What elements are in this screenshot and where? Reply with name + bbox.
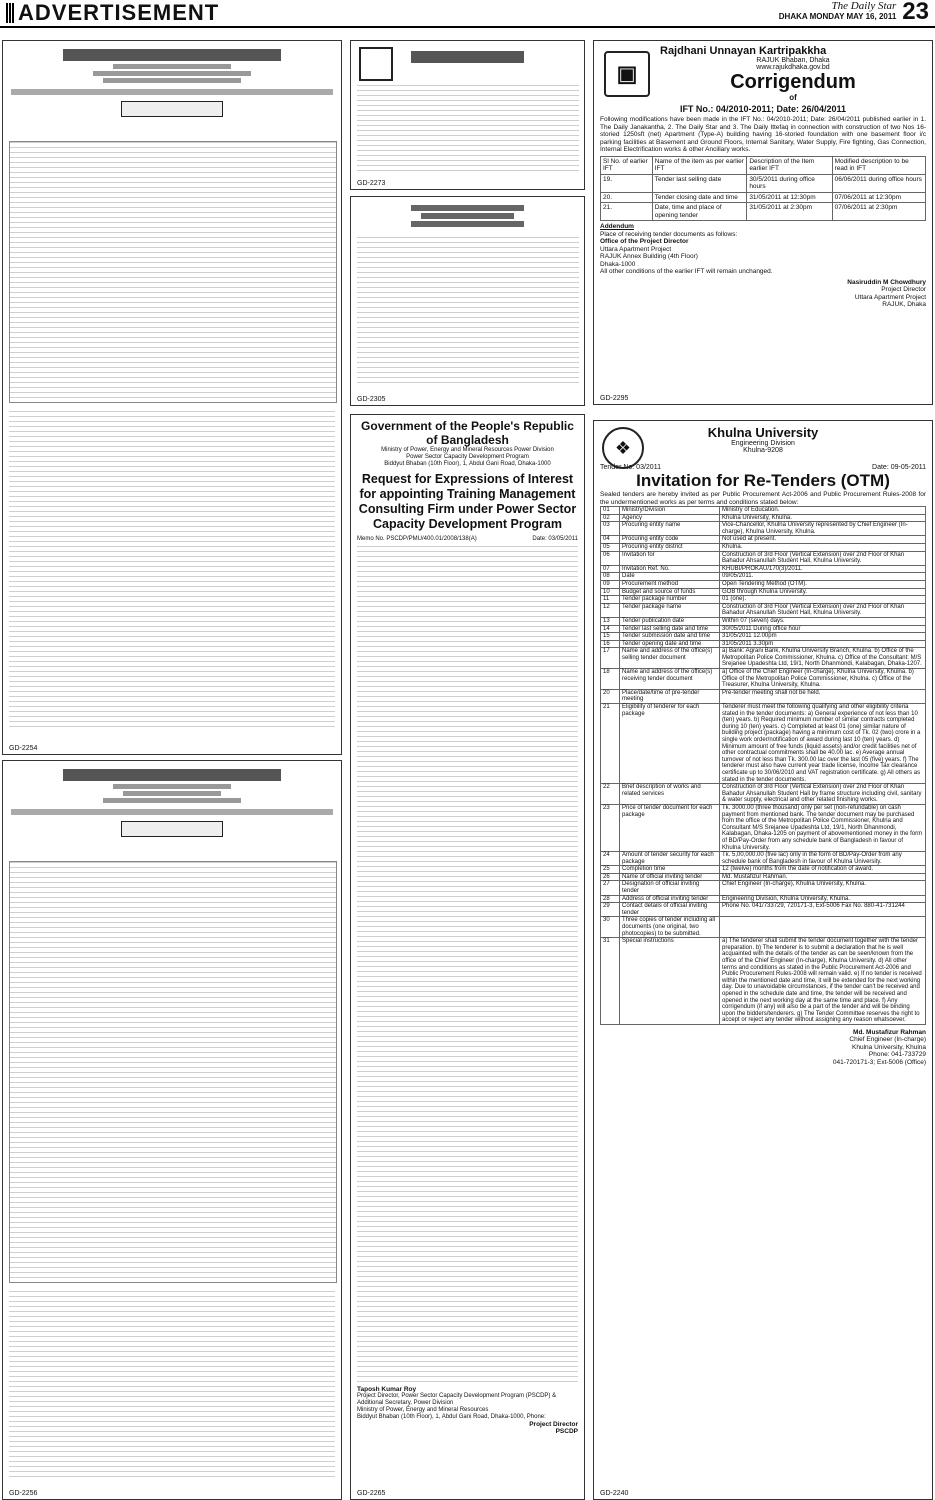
table-row: 06 Invitation for Construction of 3rd Floor (Vertical Extension) over 2nd Floor of Khan Bahadur Ahsanullah Student Hall, Khulna University.: [601, 551, 926, 565]
table-row: 24 Amount of tender security for each package Tk. 5,00,000.00 (five lac) only in the form of BD/Pay-Order from any schedule bank of Bangladesh in favour of Khulna University.: [601, 852, 926, 866]
gov-name: Government of the People's Republic of Bangladesh: [361, 419, 574, 447]
office-title: Office of the Project Director: [600, 238, 689, 245]
table-row: 14 Tender last selling date and time 30/05/2011 During office hour: [601, 625, 926, 633]
org-logo-icon: [359, 47, 393, 81]
table-row: 30 Three copies of tender including all documents (one original, two photocopies) to be submitted.: [601, 917, 926, 938]
page-header: [0, 0, 935, 28]
ad-ref: GD-2295: [600, 395, 629, 402]
table-row: 19. Tender last selling date 30/5/2011 during office hours 06/06/2011 during office hours: [601, 174, 926, 192]
contact-line: Additional Secretary, Power Division: [357, 1400, 454, 1406]
ad-text-area: [9, 1291, 335, 1481]
ad-body-text: [357, 546, 578, 1386]
table-row: 15 Tender submission date and time 31/05/2011 12.00pm: [601, 633, 926, 641]
ad-heading-bar: [63, 49, 281, 61]
corrigendum-table: [600, 156, 926, 222]
contact-line: Project Director, Power Sector Capacity Development Program (PSCDP) &: [357, 1393, 557, 1399]
ad-ref: GD-2305: [357, 396, 386, 403]
ad-ref: GD-2273: [357, 180, 386, 187]
table-row: 23 Price of tender document for each package Tk. 3000.00 (three thousand) only per set (non-refundable) on cash payment from mentioned bank. The tender document may be purchased from the office of the Metropolitan Police Commissioner, Khulna and Consultant M/S Srejanee Upadeshta Ltd, 19/1, North Dhanmondi, Kalabagan, Dhaka-1205 on payment of abovementioned money in the form of BD/Pay-Order from any schedule bank of Bangladesh in favour of Khulna University.: [601, 804, 926, 851]
ad-badge: [121, 821, 223, 837]
ad-pscdp-eoi: [350, 414, 585, 1500]
org-city: Khulna-9208: [743, 447, 783, 454]
table-row: 20 Place/date/time of pre-tender meeting Pre-tender meeting shall not be held.: [601, 689, 926, 703]
ad-intro: Sealed tenders are hereby invited as per Public Procurement Act-2006 and Public Procurement Rules-2008 for the undermentioned works as per terms and conditions stated below:: [600, 491, 926, 506]
table-row: 08 Date 09/05/2011.: [601, 573, 926, 581]
contact-line: Biddyut Bhaban (10th Floor), 1, Abdul Gani Road, Dhaka-1000, Phone:: [357, 1414, 546, 1420]
section-title: ADVERTISEMENT: [6, 0, 219, 26]
ad-bangla-recruitment-2: [2, 760, 342, 1500]
rajuk-logo-icon: ▣: [604, 51, 650, 97]
ad-khulna-university: [593, 420, 933, 1500]
table-row: 18 Name and address of the office(s) receiving tender document a) Office of the Chief Engineer (In-charge), Khulna University, Khulna. b) Office of the Metropolitan Police Commissioner, Khulna. c) Office of the Treasurer, Khulna University, Khulna.: [601, 669, 926, 690]
addendum-text: Place of receiving tender documents as follows:: [600, 230, 738, 238]
ad-title: Request for Expressions of Interest for appointing Training Management Consulting Firm under Power Sector Capacity Development Program: [358, 472, 577, 531]
page-number: 23: [902, 0, 929, 25]
tender-meta: Tender No. 03/2011 Date: 09-05-2011: [600, 464, 926, 471]
org-name: Khulna University: [707, 425, 819, 440]
table-row: 04 Procuring entity code Not used at present.: [601, 536, 926, 544]
ad-text-area: [357, 85, 579, 175]
signer-title: Uttara Apartment Project: [854, 293, 926, 301]
ad-bangla-notice: [350, 196, 585, 406]
barcode-icon: [6, 3, 14, 23]
ministry-line: Ministry of Power, Energy and Mineral Resources Power Division: [381, 447, 554, 453]
org-address: RAJUK Bhaban, Dhaka: [756, 57, 830, 64]
table-row: 17 Name and address of the office(s) selling tender document a) Bank: Agrani Bank, Khulna University Branch, Khulna. b) Office of the Metropolitan Police Commissioner, Khulna. c) Office of the Consultant: M/S Srejanee Upadeshta Ltd, 19/1, North Dhanmondi, Kalabagan, Dhaka-1207.: [601, 648, 926, 669]
ift-number: IFT No.: 04/2010-2011; Date: 26/04/2011: [679, 104, 847, 114]
table-row: 07 Invitation Ref. No. KHUBI/PROKAU/170(3)/2011.: [601, 565, 926, 573]
table-row: 09 Procurement method Open Tendering Method (OTM).: [601, 580, 926, 588]
signer-line: Khulna University, Khulna: [852, 1043, 926, 1051]
ad-table-area: [9, 861, 337, 1283]
office-line: RAJUK Annex Building (4th Floor): [600, 253, 698, 260]
ad-rajuk-corrigendum: [593, 40, 933, 405]
ad-intro: Following modifications have been made in the IFT No.: 04/2010-2011; Date: 26/04/2011 published earlier in 1. The Daily Janakantha, 2. The Daily Star and 3. The Daily Ittefaq in connection with construction of two Nos 16-storied 1250sft (net) Apartment (Type-A) building having 16-storied foundation with one basement floor i/c parking facilities at Basement and Ground Floors, Internal Sanitary, Water Supply, Fire fighting, Gas Connection, Internal Electrification works & other Ancillary works.: [600, 116, 926, 153]
ad-heading-bar: [63, 769, 281, 781]
signer-name: Md. Mustafizur Rahman: [853, 1028, 926, 1036]
sign-org: PSCDP: [555, 1428, 578, 1435]
ministry-line: Power Sector Capacity Development Program: [406, 454, 529, 460]
table-row: 21 Eligibility of tenderer for each package Tenderer must meet the following qualifying and other eligibility criteria stated in the tender documents: a) General experience of not less than 10 (ten) years. b) Required minimum number of similar contracts completed during 10 (ten) years. c) Completed at least 01 (one) similar nature of building project (package) having a minimum cost of Tk. 02 (two) crore in a single work order/notification of award during last 10 (ten) years. d) Minimum amount of free funds (liquid assets) and/or credit facilities net of other contractual commitments shall be 40.00 lac. e) Average annual turnover of not less than Tk. 300.00 lac over the last 05 (five) years. f) The tenderer must also have current year trade license, Income Tax clearance certificate up to 30/06/2010 and VAT registration certificate. g) All others as stated in the tender documents.: [601, 704, 926, 784]
ad-ref: GD-2265: [357, 1490, 386, 1497]
signer-line: 041-720171-3; Ext-5006 (Office): [832, 1058, 926, 1066]
signer-line: Phone: 041-733729: [868, 1051, 926, 1059]
table-row: 10 Budget and source of funds GOB through Khulna University.: [601, 588, 926, 596]
addendum-title: Addendum: [600, 223, 634, 230]
table-row: 28 Address of official inviting tender Engineering Division, Khulna University, Khulna.: [601, 895, 926, 903]
sign-title: Project Director: [529, 1421, 578, 1428]
signer-line: Chief Engineer (In-charge): [849, 1036, 926, 1044]
ad-table-area: [9, 141, 337, 403]
table-row: 02 Agency Khulna University, Khulna.: [601, 514, 926, 522]
ad-badge: [121, 101, 223, 117]
ad-title: Invitation for Re-Tenders (OTM): [636, 471, 890, 490]
org-division: Engineering Division: [731, 440, 795, 447]
table-row: 20. Tender closing date and time 31/05/2011 at 12:30pm 07/06/2011 at 12:30pm: [601, 192, 926, 203]
signer-title: Project Director: [881, 286, 926, 293]
table-row: 29 Contact details of official inviting tender Phone No. 041/733729, 720171-3, Ext-5006 Fax No. 880-41-731244: [601, 903, 926, 917]
ad-ref: GD-2254: [9, 745, 38, 752]
ad-title-of: of: [789, 93, 797, 102]
table-header-row: Sl No. of earlier IFT Name of the item as per earlier IFT Description of the Item earlier IFT Modified description to be read in IFT: [601, 156, 926, 174]
unchanged-note: All other conditions of the earlier IFT will remain unchanged.: [600, 268, 773, 275]
ad-text-area: [357, 237, 579, 387]
table-row: 05 Procuring entity district Khulna.: [601, 543, 926, 551]
org-name: Rajdhani Unnayan Kartripakkha: [660, 45, 827, 57]
signer-name: Nasiruddin M Chowdhury: [847, 278, 926, 286]
table-row: 01 Ministry/Division Ministry of Education.: [601, 507, 926, 515]
table-row: 22 Brief description of works and related services Construction of 3rd Floor (Vertical Extension) over 2nd Floor of Khan Bahadur Ahsanullah Student Hall by frame structure including civil, sanitary & water supply, electrical and other related finishing works.: [601, 784, 926, 805]
ad-bangla-recruitment-1: [2, 40, 342, 755]
ad-bangla-tender: [350, 40, 585, 190]
memo-line: Memo No. PSCDP/PMU/400.01/2008/138(A) Date: 03/05/2011: [357, 536, 578, 542]
tender-table: [600, 506, 926, 1025]
table-row: 12 Tender package name Construction of 3rd Floor (Vertical Extension) over 2nd Floor of Khan Bahadur Ahsanullah Student Hall, Khulna University.: [601, 603, 926, 617]
office-line: Dhaka-1000: [600, 260, 636, 268]
table-row: 25 Completion time 12 (twelve) months from the date of notification of award.: [601, 866, 926, 874]
table-row: 26 Name of official inviting tender Md. Mustafizur Rahman.: [601, 873, 926, 881]
table-row: 11 Tender package number 01 (one).: [601, 596, 926, 604]
ad-ref: GD-2256: [9, 1490, 38, 1497]
table-row: 27 Designation of official inviting tender Chief Engineer (In-charge), Khulna University, Khulna.: [601, 881, 926, 895]
university-emblem-icon: ❖: [602, 427, 644, 469]
masthead: [779, 0, 929, 24]
org-website: www.rajukdhaka.gov.bd: [756, 64, 830, 71]
office-line: Uttara Apartment Project: [600, 245, 672, 253]
contact-line: Ministry of Power, Energy and Mineral Resources: [357, 1407, 489, 1413]
contact-name: Taposh Kumar Roy: [357, 1386, 417, 1393]
table-row: 31 Special instructions a) The tenderer shall submit the tender document together with the tender preparation. b) The tenderer is to submit a declaration that he is well acquainted with the details of the tender as can be seen/known from the office of the Chief Engineer (In-charge), Khulna University. d) All other terms and conditions as stated in the Public Procurement Act-2006 and Public Procurement Rules-2008 will remain valid. e) If no tender is received within the mentioned date and time, it will be extended for the next working day. Due to unavoidable circumstances, if the tender can't be received and opened in the schedule date and time, the tender will be received and opened in the next working day at the same time and place. f) Any corrigendum (if any) will also be a part of the tender and will be binding upon the bidders/tenderers. g) The Tender Committee reserves the right to accept or reject any tender without assigning any reason whatsoever.: [601, 938, 926, 1025]
paper-name: The Daily Star: [831, 0, 897, 12]
ad-title: Corrigendum: [730, 71, 856, 93]
table-row: 21. Date, time and place of opening tender 31/05/2011 at 2:30pm 07/06/2011 at 2:30pm: [601, 203, 926, 221]
table-row: 03 Procuring entity name Vice-Chancellor, Khulna University represented by Chief Engineer (In-charge), Khulna University, Khulna.: [601, 522, 926, 536]
table-row: 13 Tender publication date Within 07 (seven) days.: [601, 617, 926, 625]
ad-ref: GD-2240: [600, 1490, 629, 1497]
ministry-line: Biddyut Bhaban (10th Floor), 1, Abdul Gani Road, Dhaka-1000: [384, 461, 551, 467]
signer-title: RAJUK, Dhaka: [882, 301, 926, 308]
ad-text-area: [9, 411, 335, 731]
issue-date: DHAKA MONDAY MAY 16, 2011: [778, 12, 897, 21]
table-row: 16 Tender opening date and time 31/05/2011 3.30pm: [601, 640, 926, 648]
